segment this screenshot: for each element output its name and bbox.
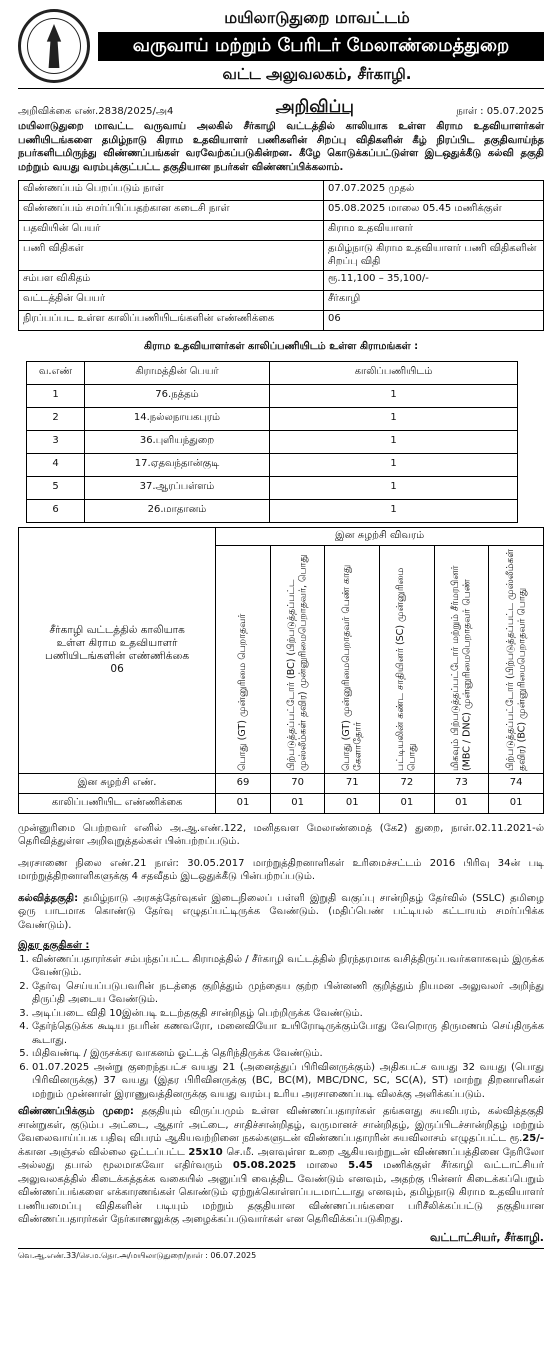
notice-title: அறிவிப்பு [275, 96, 354, 117]
qualification-item: 2. தேர்வு செய்யப்படுபவரின் நடத்தை குறித்தும் முந்தைய குற்ற பின்னணி குறித்தும் நியமன அலுவலர் அறிந்து திருப்தி அடைய வேண்டும். [32, 980, 544, 1007]
rotation-number: 70 [270, 773, 325, 793]
other-qualifications-title: இதர தகுதிகள் : [18, 940, 90, 951]
villages-table [26, 361, 518, 523]
signature: வட்டாட்சியர், சீர்காழி. [430, 1230, 544, 1244]
postage-amount: 25/- [522, 1133, 544, 1144]
village-row [27, 476, 518, 499]
village-vacancy: 1 [270, 453, 518, 476]
info-row [19, 221, 544, 241]
vacancy-count: 01 [270, 793, 325, 813]
intro-paragraph: மயிலாடுதுறை மாவட்ட வருவாய் அலகில் சீர்காழி வட்டத்தில் காலியாக உள்ள கிராம உதவியாளர்கள் பணியிடங்களை தமிழ்நாடு கிராம உதவியாளர் பணிகளின் சிறப்பு விதிகளின் கீழ் நிரப்பிட தகுதிவாய்ந்த நபர்களிடமிருந்து விண்ணப்பங்கள் வரவேற்கப்படுகின்றன. கீழே கொடுக்கப்பட்டுள்ள இடஒதுக்கீடு கல்வி தகுதி மற்றும் வயது வரம்புக்குட்பட்ட தகுதியான நபர்கள் விண்ணப்பிக்கலாம். [18, 121, 544, 173]
rotation-number: 72 [380, 773, 435, 793]
village-row [27, 430, 518, 453]
village-vacancy: 1 [270, 430, 518, 453]
village-sno: 4 [27, 453, 85, 476]
reservation-category-text: பொது (GT) முன்னுரிமை பெறாதவர் [237, 613, 249, 771]
reservation-category-header [434, 545, 489, 773]
vacancy-count: 01 [434, 793, 489, 813]
reservation-category-header [325, 545, 380, 773]
info-row [19, 311, 544, 331]
apply-text: தகுதியும் விருப்பமும் உள்ள விண்ணப்பதாரர்கள் தங்களது சுயவிபரம், கல்வித்தகுதி சான்றுகள், குடும்ப அட்டை, ஆதார் அட்டை, சாதிச்சான்றிதழ், வருமானச் சான்றிதழ், இருப்பிடச்சான்றிதழ் மற்றும் வேலைவாய்ப்பக பதிவு விபரம் ஆகியவற்றினை நகல்களுடன் விண்ணப்பதாரரின் சுயவிலாசம் எழுதப்பட்ட ரூ. [18, 1106, 544, 1144]
reservation-category-text: பிற்படுத்தப்பட்டோர் (BC) (பிற்படுத்தப்பட்ட முஸ்லீம்கள் தவிர) முன்னுரிமைபெறாதவர், பொது [286, 554, 309, 771]
qualification-item: 4. தேர்ந்தெடுக்க கூடிய நபரின் கணவரோ, மனைவியோ உயிரோடிருக்கும்போது வேறொரு திருமணம் செய்திருக்க கூடாது. [32, 1020, 544, 1047]
envelope-size: 25x10 [188, 1146, 223, 1158]
reservation-category-header [489, 545, 544, 773]
info-key: சம்பள விகிதம் [19, 271, 324, 291]
info-key: பணி விதிகள் [19, 241, 324, 271]
apply-text: மணிக்குள் சீர்காழி வட்டாட்சியர் அலுவலகத்தில் கிடைக்கத்தக்க வகையில் அனுப்பி வைத்திட வேண்டும் எனவும், அதற்கு பின்னர் கிடைக்கப்பெறும் விண்ணப்பங்களை எக்காரணங்கள் கொண்டும் ஏற்றுக்கொள்ளப்படமாட்டாது எனவும், தமிழ்நாடு கிராம உதவியாளர் பணியமைப்பு விதிகளின் படியும் மற்றும் தகுதியான விண்ணப்பங்களை பரிசீலிக்கப்பட்டு தகுதியான விண்ணப்பதாரர்கள் நேர்காணலுக்கு அழைக்கப்படுவார்கள் என தெரிவிக்கப்படுகிறது. [18, 1160, 545, 1225]
info-value: 06 [324, 311, 544, 331]
info-key: வட்டத்தின் பெயர் [19, 291, 324, 311]
qualification-item: 5. மிதிவண்டி / இருசக்கர வாகனம் ஓட்டத் தெரிந்திருக்க வேண்டும். [32, 1047, 544, 1061]
go-paragraph: அரசாணை நிலை எண்.21 நாள்: 30.05.2017 மாற்றுத்திறனாளிகள் உரிமைச்சட்டம் 2016 பிரிவு 34ன் படி மாற்றுத்திறனாளிகளுக்கு 4 சதவீதம் இடஒதுக்கீடு பின்பற்றப்படும். [18, 857, 544, 882]
qualification-item: 3. அடிப்படை விதி 10இன்படி உடற்தகுதி சான்றிதழ் பெற்றிருக்க வேண்டும். [32, 1007, 544, 1021]
office-name: வட்ட அலுவலகம், சீர்காழி. [222, 64, 412, 83]
government-emblem-icon [18, 9, 90, 83]
village-row [27, 499, 518, 522]
vacancy-count: 01 [325, 793, 380, 813]
reservation-category-text: மிகவும் பிற்படுத்தப்பட்டோர் மற்றும் சீர்மரபினர் (MBC / DNC) முன்னுரிமைபெறாதவர் பெண் [450, 565, 473, 771]
village-row [27, 407, 518, 430]
notice-page [18, 6, 544, 1261]
info-table [18, 180, 544, 331]
village-vacancy: 1 [270, 476, 518, 499]
department-name: வருவாய் மற்றும் பேரிடர் மேலாண்மைத்துறை [98, 32, 544, 61]
qualification-item: 1. விண்ணப்பதாரர்கள் சம்பந்தப்பட்ட கிராமத்தில் / சீர்காழி வட்டத்தில் நிரந்தரமாக வசித்திருப்பவர்களாகவும் இருக்க வேண்டும். [32, 953, 544, 980]
info-row [19, 181, 544, 201]
education-text: தமிழ்நாடு அரசுத்தேர்வுகள் இடைநிலைப் பள்ளி இறுதி வகுப்பு சான்றிதழ் தேர்வில் (SSLC) தமிழை ஒரு பாடமாக கொண்டு தேர்வு எழுதப்பட்டிருக்க வேண்டும். (மதிப்பெண் பட்டியல் கட்டாயம் சமர்ப்பிக்க வேண்டும்). [18, 892, 544, 931]
other-qualifications-list [18, 953, 544, 1102]
application-method-paragraph [18, 1105, 544, 1227]
reservation-category-header [270, 545, 325, 773]
vacancy-count: 01 [380, 793, 435, 813]
village-sno: 3 [27, 430, 85, 453]
rotation-number: 74 [489, 773, 544, 793]
villages-header-sno: வ.எண் [27, 361, 85, 384]
info-value: 05.08.2025 மாலை 05.45 மணிக்குள் [324, 201, 544, 221]
notice-date: நாள் : 05.07.2025 [456, 105, 544, 117]
village-row [27, 453, 518, 476]
apply-text: மாலை [296, 1160, 349, 1171]
vacancy-count: 01 [216, 793, 271, 813]
reservation-left-label: சீர்காழி வட்டத்தில் காலியாக உள்ள கிராம உதவியாளர் பணியிடங்களின் எண்ணிக்கை 06 [19, 527, 216, 773]
education-paragraph [18, 892, 544, 933]
letterhead [18, 6, 544, 86]
reference-number: அறிவிக்கை எண்.2838/2025/அ4 [18, 105, 174, 117]
village-name: 37.ஆரப்பள்ளம் [85, 476, 270, 499]
village-name: 36.புளியந்துறை [85, 430, 270, 453]
footer-note: வெ.ஆ.எண்.33/செ.ம.தொ.அ/மயிலாடுதுறை/நாள் : 06.07.2025 [18, 1248, 544, 1261]
reservation-category-header [216, 545, 271, 773]
education-label: கல்வித்தகுதி: [18, 892, 79, 904]
village-name: 76.நத்தம் [85, 384, 270, 407]
village-sno: 6 [27, 499, 85, 522]
reservation-category-header [380, 545, 435, 773]
qualification-item: 6. 01.07.2025 அன்று குறைந்தபட்ச வயது 21 (அனைத்துப் பிரிவினருக்கும்) அதிகபட்ச வயது 32 வயது (பொது பிரிவினருக்கு) 37 வயது (இதர பிரிவினருக்கு (BC, BC(M), MBC/DNC, SC, SC(A), ST) மாற்று திறனாளிகள் மற்றும் முன்னாள் இராணுவத்தினருக்கு வயது வரம்பு உரிய அரசாணைப்படி விலக்கு அளிக்கப்படும். [32, 1061, 544, 1102]
info-value: 07.07.2025 முதல் [324, 181, 544, 201]
village-name: 26.மாதானம் [85, 499, 270, 522]
villages-header-vacancy: காலிப்பணியிடம் [270, 361, 518, 384]
apply-text: க்கான அஞ்சல் வில்லை ஒட்டப்பட்ட [18, 1146, 189, 1158]
district-name: மயிலாடுதுறை மாவட்டம் [224, 8, 410, 27]
vacancy-count-label: காலிப்பணியிட எண்ணிக்கை [19, 793, 216, 813]
village-name: 17.ஏதவந்தான்குடி [85, 453, 270, 476]
reference-line [18, 92, 544, 118]
village-name: 14.நல்லநாயகபுரம் [85, 407, 270, 430]
rotation-number: 73 [434, 773, 489, 793]
village-vacancy: 1 [270, 407, 518, 430]
vacancy-count: 01 [489, 793, 544, 813]
village-vacancy: 1 [270, 499, 518, 522]
deadline-time: 5.45 [348, 1160, 373, 1171]
village-sno: 1 [27, 384, 85, 407]
rotation-number: 69 [216, 773, 271, 793]
application-method-label: விண்ணப்பிக்கும் முறை: [18, 1106, 134, 1117]
villages-header-name: கிராமத்தின் பெயர் [85, 361, 270, 384]
info-key: விண்ணப்பம் பெறப்படும் நாள் [19, 181, 324, 201]
info-value: ரூ.11,100 – 35,100/- [324, 271, 544, 291]
deadline-date: 05.08.2025 [232, 1160, 297, 1171]
apply-text: செ.மீ. அளவுள்ள உறை ஆகியவற்றுடன் விண்ணப்பத்தினை நேரிலோ அல்லது தபால் மூலமாகவோ எதிர்வரும் [18, 1146, 544, 1171]
village-row [27, 384, 518, 407]
info-key: விண்ணப்பம் சமர்ப்பிப்பதற்கான கடைசி நாள் [19, 201, 324, 221]
rotation-number: 71 [325, 773, 380, 793]
info-row [19, 291, 544, 311]
info-value: தமிழ்நாடு கிராம உதவியாளர் பணி விதிகளின் சிறப்பு விதி [324, 241, 544, 271]
village-vacancy: 1 [270, 384, 518, 407]
rotation-number-label: இன சுழற்சி எண். [19, 773, 216, 793]
reservation-top-header: இன சுழற்சி விவரம் [216, 527, 544, 545]
reservation-category-text: பிற்படுத்தப்பட்டோர் (பிற்படுத்தப்பட்ட முஸ்லீம்கள் தவிர) (BC) முன்னுரிமைபெறாதவர் பொது [504, 549, 528, 771]
reservation-table [18, 527, 544, 814]
info-row [19, 271, 544, 291]
info-key: பதவியின் பெயர் [19, 221, 324, 241]
priority-paragraph: முன்னுரிமை பெற்றவர் எனில் அ.ஆ.எண்.122, மனிதவள மேலாண்மைத் (கே2) துறை, நாள்.02.11.2021-ல் தெரிவித்துள்ள அறிவுறுத்தல்கள் பின்பற்றப்படும். [18, 822, 544, 847]
reservation-category-text: பொது (GT) முன்னுரிமைபெறாதவர் பெண் காது கேளாதோர் [340, 564, 364, 771]
info-key: நிரப்பப்பட உள்ள காலிப்பணியிடங்களின் எண்ணிக்கை [19, 311, 324, 331]
info-row [19, 201, 544, 221]
villages-title: கிராம உதவியாளர்கள் காலிப்பணியிடம் உள்ள கிராமங்கள் : [143, 341, 419, 352]
reservation-category-text: பட்டியலின் கண்ட சாதியினர் (SC) முன்னுரிமை பொது [395, 567, 418, 771]
village-sno: 2 [27, 407, 85, 430]
village-sno: 5 [27, 476, 85, 499]
info-value: கிராம உதவியாளர் [324, 221, 544, 241]
info-value: சீர்காழி [324, 291, 544, 311]
info-row [19, 241, 544, 271]
